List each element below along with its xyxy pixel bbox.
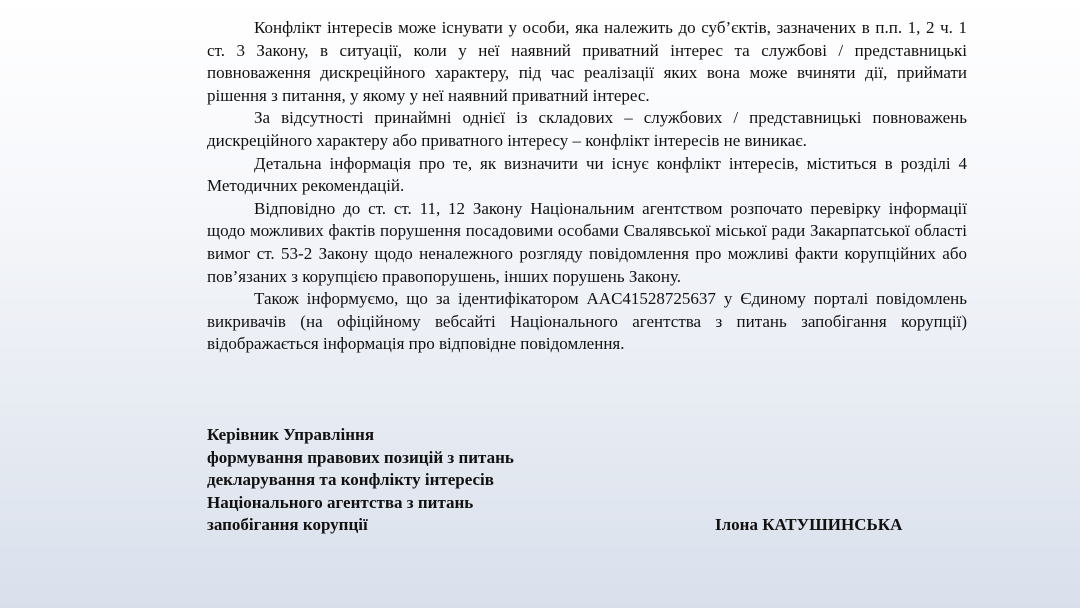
paragraph-inspection-started: Відповідно до ст. ст. 11, 12 Закону Національним агентством розпочато перевірку інформації щодо можливих фактів порушення посадовими особами Свалявської міської ради Закарпатської області вимог ст. 53-2 Закону щодо неналежного розгляду повідомлення про можливі факти корупційних або пов’язаних з корупцією правопорушень, інших порушень Закону. [207,198,967,286]
paragraph-conflict-definition: Конфлікт інтересів може існувати у особи, яка належить до суб’єктів, зазначених в п.п. 1, 2 ч. 1 ст. 3 Закону, в ситуації, коли у неї наявний приватний інтерес та службові / представницькі повноваження дискреційного характеру, під час реалізації яких вона може вчиняти дії, приймати рішення з питання, у якому у неї наявний приватний інтерес. [207,18,967,105]
signature-title-line: формування правових позицій з питань [207,447,514,467]
paragraph-whistleblower-portal: Також інформуємо, що за ідентифікатором AAC41528725637 у Єдиному порталі повідомлень викривачів (на офіційному вебсайті Національного агентства з питань запобігання корупції) відображається інформація про відповідне повідомлення. [207,289,967,354]
signature-block [207,424,967,537]
signature-title-line: Національного агентства з питань [207,492,474,512]
signature-title-line: декларування та конфлікту інтересів [207,470,494,490]
signatory-name: Ілона КАТУШИНСЬКА [715,515,903,534]
signature-title-line: Керівник Управління [207,425,375,444]
paragraph-methodical-recommendations: Детальна інформація про те, як визначити чи існує конфлікт інтересів, міститься в розділі 4 Методичних рекомендацій. [207,153,967,196]
signature-title-line: запобігання корупції [207,515,368,535]
paragraph-no-conflict: За відсутності принаймні однієї із складових – службових / представницькі повноважень дискреційного характеру або приватного інтересу – конфлікт інтересів не виникає. [207,108,967,150]
document-body [207,17,967,356]
